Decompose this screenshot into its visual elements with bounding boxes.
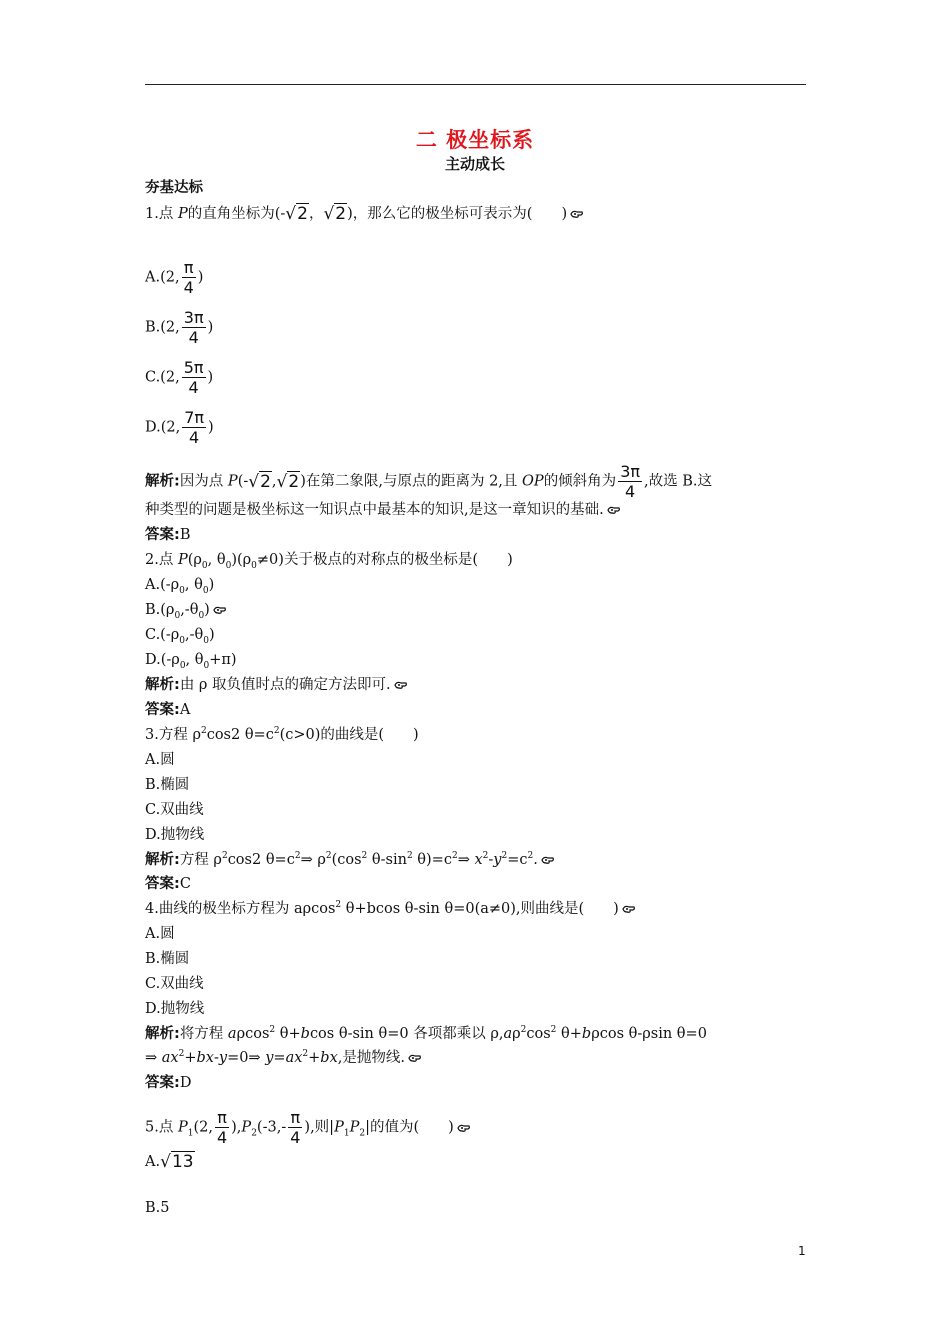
fraction: $\frac{5\pi}{4}$: [183, 358, 204, 397]
page-number: 1: [798, 1244, 806, 1258]
q2-option-c[interactable]: $C.(-\rho_0,-\theta_0)$: [145, 627, 215, 646]
q2-option-d[interactable]: $D.(-\rho_0$, $\theta_0+\pi$): [145, 652, 237, 671]
hand-pointer-icon: [541, 855, 555, 865]
fraction: $\frac{\pi}{4}$: [183, 258, 194, 297]
q3-option-d[interactable]: D.抛物线: [145, 827, 205, 843]
fraction: $\frac{\pi}{4}$: [216, 1108, 228, 1147]
sqrt-2: √2: [276, 471, 300, 492]
hand-pointer-icon: [570, 209, 584, 219]
q3-option-a[interactable]: A.圆: [145, 752, 175, 768]
section-heading: 夯基达标: [145, 180, 203, 196]
fraction: $\frac{\pi}{4}$: [290, 1108, 301, 1147]
fraction: $\frac{3\pi}{4}$: [620, 462, 640, 501]
q1-option-c[interactable]: C.(2, $\frac{5\pi}{4}$ ): [145, 358, 214, 397]
fraction: $\frac{3\pi}{4}$: [183, 308, 204, 347]
hand-pointer-icon: [394, 680, 408, 690]
q3-answer: 答案:C: [145, 876, 191, 892]
sqrt-2: √2: [285, 204, 308, 224]
q1-analysis-line2: 种类型的问题是极坐标这一知识点中最基本的知识,是这一章知识的基础.: [145, 500, 621, 520]
page-subtitle: 主动成长: [444, 155, 505, 173]
q1-option-a[interactable]: A.(2, $\frac{\pi}{4}$ ): [145, 258, 204, 297]
q4-stem: 4.曲线的极坐标方程为 aρcos$^2$ θ+bcos θ-sin θ=0(a≠0),则曲线是( ): [145, 899, 636, 919]
q4-analysis-line1: 解析:将方程 aρcos$^2$ θ+bcos θ-sin θ=0 各项都乘以 $\rho,a\rho^2\cos^2$ θ+bρcos θ-ρsin θ=0: [145, 1025, 707, 1042]
q4-option-a[interactable]: A.圆: [145, 926, 175, 942]
q2-option-a[interactable]: $A.(-\rho_0$, $\theta_0$): [145, 577, 215, 596]
sqrt-2: √2: [248, 471, 271, 492]
q5-stem: 5.点 $P_1(2$, $\frac{\pi}{4}$ )$,P_2(-3,-$ $\frac{\pi}{4}$ ),则$|P_1P_2|$的值为( ): [145, 1108, 471, 1147]
q2-analysis: 解析:由 ρ 取负值时点的确定方法即可.: [145, 675, 408, 695]
q4-analysis-line2: ⇒ $ax^2+bx-y=0\Rightarrow$ $y=ax^2+bx$,是抛物线.: [145, 1048, 422, 1068]
hand-pointer-icon: [622, 904, 636, 914]
q3-option-b[interactable]: B.椭圆: [145, 777, 190, 793]
q1-answer: 答案:B: [145, 527, 191, 543]
q1-option-b[interactable]: B.(2, $\frac{3\pi}{4}$ ): [145, 308, 214, 347]
q5-option-b[interactable]: B.5: [145, 1200, 170, 1216]
header-rule: [145, 84, 806, 85]
page-title: 二 极坐标系: [415, 128, 535, 152]
q1-stem: 1.点 P的直角坐标为(-√2，√2)，那么它的极坐标可表示为( ): [145, 204, 584, 224]
hand-pointer-icon: [408, 1053, 422, 1063]
q2-answer: 答案:A: [145, 702, 191, 718]
q1-analysis-line1: 解析:因为点 P(-√2,√2)在第二象限,与原点的距离为 2,且 OP的倾斜角为 $\frac{3\pi}{4}$ ,故选 B.这: [145, 462, 712, 501]
q3-analysis: 解析:方程 $\rho^2\cos 2$ $\theta=c^2\Rightarrow$ $\rho^2(\cos^2$ $\theta-\sin^2$ $\theta)=c^2\Rightarrow$ $x^2-y^2=c^2$.: [145, 850, 555, 870]
q3-option-c[interactable]: C.双曲线: [145, 802, 204, 818]
q4-option-d[interactable]: D.抛物线: [145, 1001, 205, 1017]
q4-option-c[interactable]: C.双曲线: [145, 976, 204, 992]
q3-stem: 3.方程 $\rho^2\cos 2$ $\theta=c^2(c>0)$的曲线是( ): [145, 726, 419, 743]
hand-pointer-icon: [607, 505, 621, 515]
q2-option-b[interactable]: $B.(\rho_0,-\theta_0)$: [145, 600, 227, 620]
q2-stem: 2.点 $P(\rho_0$, $\theta_0)(\rho_0\ne 0)$关于极点的对称点的极坐标是( ): [145, 552, 513, 571]
q4-option-b[interactable]: B.椭圆: [145, 951, 190, 967]
hand-pointer-icon: [457, 1123, 471, 1133]
q1-option-d[interactable]: D.(2, $\frac{7\pi}{4}$ ): [145, 408, 214, 447]
q5-option-a[interactable]: A.√13: [145, 1152, 194, 1172]
hand-pointer-icon: [213, 605, 227, 615]
sqrt-13: √13: [160, 1152, 194, 1172]
fraction: $\frac{7\pi}{4}$: [184, 408, 205, 447]
q4-answer: 答案:D: [145, 1075, 192, 1091]
sqrt-2: √2: [323, 204, 347, 224]
